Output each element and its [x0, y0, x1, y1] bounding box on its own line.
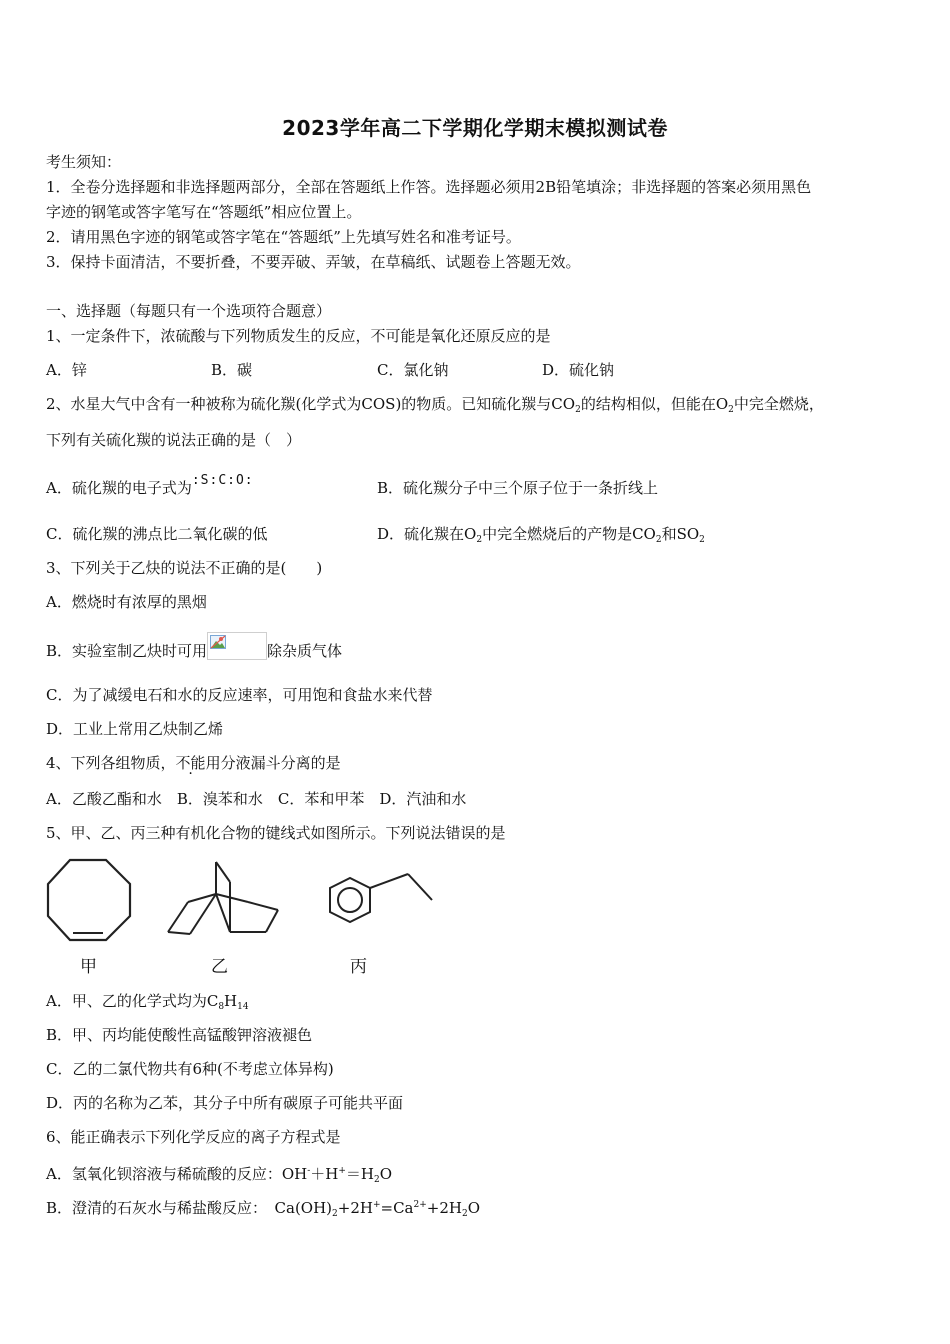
q6-a-part-2: ＋H: [310, 1165, 339, 1183]
electron-formula: :S:C:O:: [191, 473, 254, 488]
q6-b-sub-2: 2: [462, 1209, 468, 1219]
q2-d-part-1: D．硫化羰在O: [377, 525, 477, 543]
q6-b-part-2: +2H: [337, 1199, 373, 1217]
q2-option-b: B．硫化羰分子中三个原子位于一条折线上: [377, 479, 659, 497]
q1-option-d: D．硫化钠: [542, 361, 615, 379]
question-1-stem: 1、一定条件下，浓硫酸与下列物质发生的反应，不可能是氧化还原反应的是: [46, 327, 551, 345]
notice-item-1a: 1．全卷分选择题和非选择题两部分，全部在答题纸上作答。选择题必须用2B铅笔填涂；非选择题的答案必须用黑色: [46, 178, 812, 196]
q5-option-c: C．乙的二氯代物共有6种(不考虑立体异构): [46, 1060, 334, 1078]
label-bing: 丙: [350, 957, 367, 977]
q6-b-part-4: +2H: [426, 1199, 462, 1217]
q2-d-sub-3: 2: [699, 535, 705, 545]
q6-b-sub-1: 2: [332, 1209, 338, 1219]
notice-heading: 考生须知：: [46, 153, 122, 171]
q2-option-a-text: A．硫化羰的电子式为: [46, 479, 192, 497]
q2-d-sub-2: 2: [655, 535, 662, 545]
cyclooctene-ring: [48, 860, 130, 940]
image-placeholder-icon: [210, 635, 226, 649]
q3-option-d: D．工业上常用乙炔制乙烯: [46, 720, 224, 738]
q2-option-d: [377, 524, 705, 550]
question-6-stem: 6、能正确表示下列化学反应的离子方程式是: [46, 1128, 341, 1146]
structures-figure: [40, 850, 460, 950]
q4-stem-part-2: 用分液漏斗分离的是: [205, 754, 341, 772]
question-5-stem: 5、甲、乙、丙三种有机化合物的键线式如图所示。下列说法错误的是: [46, 824, 506, 842]
notice-item-3: 3．保持卡面清洁，不要折叠，不要弄破、弄皱，在草稿纸、试题卷上答题无效。: [46, 253, 581, 271]
broken-image-icon: [207, 632, 267, 660]
q6-option-a: [46, 1161, 392, 1190]
q2-stem-part-c: 中完全燃烧，: [733, 395, 824, 413]
q3-option-b: [46, 638, 342, 666]
q5-a-part-2: H: [224, 992, 238, 1010]
q4-stem-part-1: 4、下列各组物质，: [46, 754, 176, 772]
q1-option-c: C．氯化钠: [377, 361, 449, 379]
q6-b-sup-1: +: [372, 1200, 381, 1210]
label-jia: 甲: [80, 957, 97, 977]
q3-option-a: A．燃烧时有浓厚的黑烟: [46, 593, 207, 611]
q6-a-part-3: ＝H: [345, 1165, 374, 1183]
q2-stem-part-b: 的结构相似，但能在O: [580, 395, 729, 413]
section-heading: 一、选择题（每题只有一个选项符合题意）: [46, 302, 332, 320]
notice-item-1b: 字迹的钢笔或答字笔写在“答题纸”相应位置上。: [46, 203, 362, 221]
q2-d-part-2: 中完全燃烧后的产物是CO: [482, 525, 656, 543]
q6-a-sup-2: +: [338, 1166, 346, 1176]
bicyclooctane: [168, 862, 278, 934]
ethylbenzene: [330, 874, 432, 922]
q5-option-b: B．甲、丙均能使酸性高锰酸钾溶液褪色: [46, 1026, 313, 1044]
q2-d-part-3: 和SO: [661, 525, 700, 543]
q6-a-part-1: A．氢氧化钡溶液与稀硫酸的反应：OH: [46, 1165, 308, 1183]
question-2-stem-1: [46, 394, 824, 420]
q6-b-part-5: O: [467, 1199, 481, 1217]
q3-option-b-text-1: B．实验室制乙炔时可用: [46, 642, 208, 660]
question-4-stem: [46, 753, 341, 773]
q6-a-part-4: O: [379, 1165, 393, 1183]
notice-item-2: 2．请用黑色字迹的钢笔或答字笔在“答题纸”上先填写姓名和准考证号。: [46, 228, 521, 246]
q3-option-b-text-2: 除杂质气体: [267, 642, 343, 660]
q2-option-c: C．硫化羰的沸点比二氧化碳的低: [46, 525, 268, 543]
q2-option-a: [46, 473, 254, 500]
q4-options: A．乙酸乙酯和水 B．溴苯和水 C．苯和甲苯 D．汽油和水: [46, 790, 467, 808]
question-3-stem: 3、下列关于乙炔的说法不正确的是( ): [46, 559, 323, 577]
q5-a-part-1: A．甲、乙的化学式均为C: [46, 992, 219, 1010]
q2-sub-co2: 2: [575, 405, 581, 415]
page-title: 2023学年高二下学期化学期末模拟测试卷: [282, 116, 668, 140]
label-yi: 乙: [211, 957, 228, 977]
q1-option-a: A．锌: [46, 361, 87, 379]
q2-stem-part-a: 2、水星大气中含有一种被称为硫化羰(化学式为COS)的物质。已知硫化羰与CO: [46, 395, 576, 413]
q5-option-a: [46, 991, 249, 1017]
q4-emphasis: 不能: [175, 754, 206, 772]
q6-a-sub: 2: [374, 1175, 380, 1185]
q3-option-c: C．为了减缓电石和水的反应速率，可用饱和食盐水来代替: [46, 686, 433, 704]
q6-b-sup-2: 2+: [413, 1200, 427, 1210]
q6-option-b: [46, 1195, 480, 1224]
q2-d-sub-1: 2: [476, 535, 483, 545]
question-2-stem-2: 下列有关硫化羰的说法正确的是（ ）: [46, 431, 302, 449]
q6-b-part-1: B．澄清的石灰水与稀盐酸反应： Ca(OH): [46, 1199, 333, 1217]
q5-option-d: D．丙的名称为乙苯，其分子中所有碳原子可能共平面: [46, 1094, 404, 1112]
q5-a-sub-2: 14: [237, 1002, 249, 1012]
q2-sub-o2: 2: [728, 405, 734, 415]
q6-b-part-3: =Ca: [380, 1199, 414, 1217]
q5-a-sub-1: 8: [218, 1002, 225, 1012]
q1-option-b: B．碳: [211, 361, 253, 379]
q6-a-sup-1: -: [307, 1166, 311, 1176]
